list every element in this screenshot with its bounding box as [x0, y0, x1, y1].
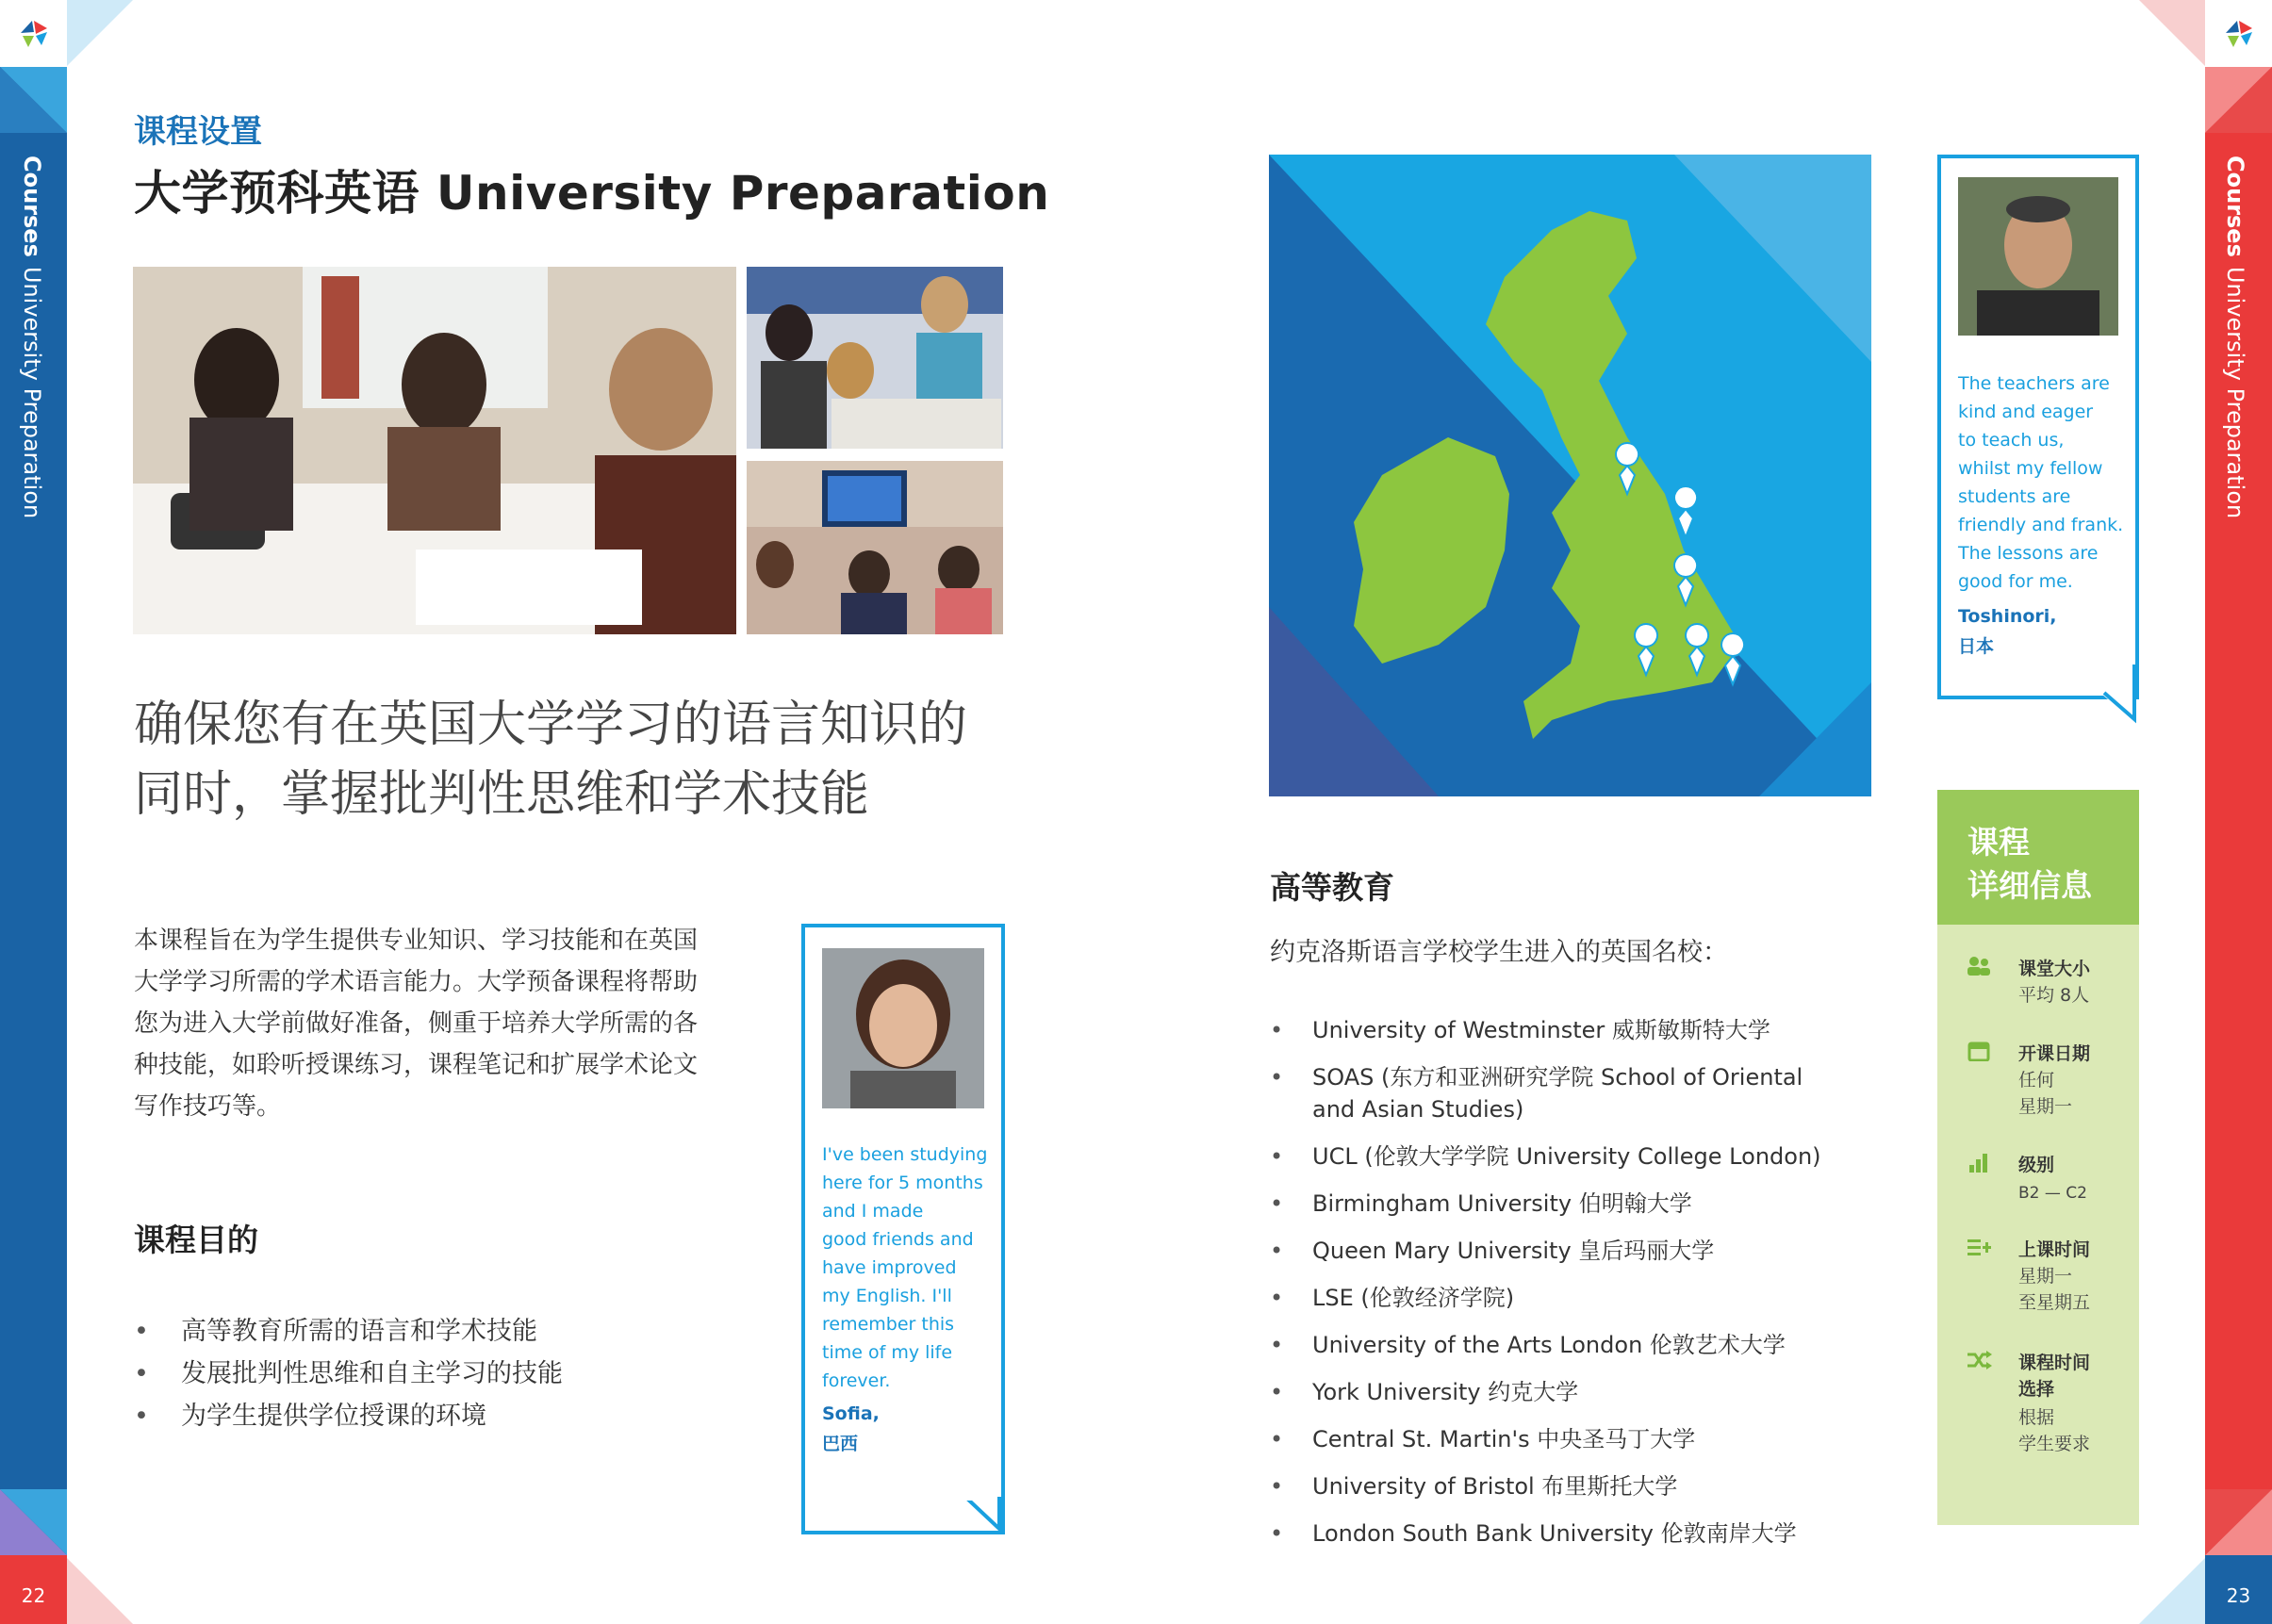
bar-level-icon	[1966, 1152, 1992, 1173]
testimonial-line: to teach us,	[1958, 430, 2065, 451]
start-date-value: 星期一	[2018, 1096, 2073, 1117]
university-name: Queen Mary University 皇后玛丽大学	[1312, 1238, 1715, 1264]
start-date-label: 开课日期	[2018, 1043, 2091, 1064]
bottom-triangle-decor	[67, 1558, 133, 1624]
university-name: University of Westminster 威斯敏斯特大学	[1312, 1017, 1770, 1043]
list-item: • 发展批判性思维和自主学习的技能	[134, 1353, 794, 1395]
calendar-icon	[1966, 1041, 1992, 1061]
avatar	[822, 948, 984, 1108]
university-name: University of Bristol 布里斯托大学	[1312, 1473, 1678, 1500]
university-name: SOAS (东方和亚洲研究学院 School of Oriental	[1312, 1064, 1803, 1091]
testimonial-line: I've been studying	[822, 1144, 988, 1165]
subtitle-line: 同时，掌握批判性思维和学术技能	[134, 766, 870, 823]
objectives-list	[134, 1310, 794, 1437]
schedule-list-icon	[1966, 1237, 1992, 1257]
intro-paragraph	[134, 920, 737, 1127]
classroom-photo-main	[133, 267, 736, 634]
list-item	[1270, 1329, 1911, 1361]
testimonial-name: Toshinori,	[1958, 606, 2057, 627]
list-item	[1270, 1140, 1911, 1173]
testimonial-line: forever.	[822, 1370, 891, 1391]
course-details-header	[1937, 790, 2139, 925]
page-title: 大学预科英语 University Preparation	[134, 166, 1050, 221]
intro-line: 您为进入大学前做好准备，侧重于培养大学所需的各	[134, 1009, 699, 1038]
intro-line: 种技能，如聆听授课练习，课程笔记和扩展学术论文	[134, 1051, 699, 1079]
university-name: University of the Arts London 伦敦艺术大学	[1312, 1332, 1786, 1358]
list-item	[1270, 1376, 1911, 1408]
details-heading: 详细信息	[1967, 867, 2092, 904]
schedule-value: 星期一	[2018, 1266, 2073, 1287]
university-name: Central St. Martin's 中央圣马丁大学	[1312, 1426, 1696, 1452]
section-kicker: 课程设置	[134, 113, 262, 151]
right-vertical-label: CoursesUniversity Preparation	[2222, 156, 2248, 519]
list-item	[1270, 1235, 1911, 1267]
speech-tail-decor	[965, 1497, 1005, 1534]
top-triangle-decor	[67, 0, 133, 66]
testimonial-line: friendly and frank.	[1958, 515, 2124, 535]
list-item	[1270, 1282, 1911, 1314]
duration-label: 课程时间	[2018, 1353, 2091, 1373]
classroom-photo-bottom-right	[747, 461, 1003, 634]
testimonial-box-sofia	[801, 924, 1005, 1534]
testimonial-text	[822, 1140, 1001, 1459]
university-name: UCL (伦敦大学学院 University College London)	[1312, 1143, 1821, 1170]
logo-corner	[2205, 0, 2272, 67]
details-heading: 课程	[1967, 824, 2030, 861]
university-list	[1270, 1014, 1911, 1565]
left-vertical-label: CoursesUniversity Preparation	[19, 156, 45, 519]
list-item	[1270, 1014, 1911, 1046]
page-number-left: 22	[21, 1584, 46, 1607]
subtitle-line: 确保您有在英国大学学习的语言知识的	[134, 697, 968, 753]
intro-line: 本课程旨在为学生提供专业知识、学习技能和在英国	[134, 927, 699, 955]
testimonial-line: good for me.	[1958, 571, 2073, 592]
logo-icon	[2205, 0, 2272, 67]
testimonial-line: here for 5 months	[822, 1173, 983, 1193]
right-side-strip	[2205, 0, 2272, 1624]
top-triangle-decor	[2139, 0, 2205, 66]
testimonial-line: students are	[1958, 486, 2071, 507]
objectives-heading: 课程目的	[134, 1222, 258, 1258]
testimonial-line: kind and eager	[1958, 402, 2094, 422]
level-label: 级别	[2018, 1155, 2055, 1175]
intro-line: 写作技巧等。	[134, 1092, 282, 1121]
duration-value: 学生要求	[2018, 1434, 2091, 1454]
duration-label: 选择	[2018, 1379, 2055, 1400]
university-name: London South Bank University 伦敦南岸大学	[1312, 1520, 1797, 1547]
testimonial-line: good friends and	[822, 1229, 974, 1250]
testimonial-line: and I made	[822, 1201, 924, 1222]
list-item	[1270, 1061, 1911, 1125]
class-size-value: 平均 8人	[2018, 985, 2090, 1006]
testimonial-box-toshinori	[1937, 155, 2139, 699]
corner-triangle-decor	[2205, 67, 2272, 133]
testimonial-line: remember this	[822, 1314, 955, 1335]
page-number-right: 23	[2226, 1584, 2251, 1607]
page-subtitle	[134, 690, 1029, 829]
list-item: • 为学生提供学位授课的环境	[134, 1395, 794, 1437]
testimonial-line: The teachers are	[1958, 373, 2110, 394]
university-name: York University 约克大学	[1312, 1379, 1579, 1405]
list-item	[1270, 1470, 1911, 1502]
list-item	[1270, 1188, 1911, 1220]
logo-icon	[0, 0, 67, 67]
testimonial-country: 巴西	[822, 1434, 859, 1454]
shuffle-icon	[1966, 1350, 1992, 1370]
list-item: • 高等教育所需的语言和学术技能	[134, 1310, 794, 1353]
avatar	[1958, 177, 2118, 336]
corner-triangle-decor	[0, 1489, 67, 1555]
testimonial-line: have improved	[822, 1257, 957, 1278]
speech-tail-decor	[2100, 661, 2140, 725]
list-item	[1270, 1517, 1911, 1550]
schedule-label: 上课时间	[2018, 1239, 2091, 1260]
course-details-panel	[1937, 790, 2139, 1525]
university-name: Birmingham University 伯明翰大学	[1312, 1190, 1692, 1217]
schedule-value: 至星期五	[2018, 1292, 2091, 1313]
class-size-label: 课堂大小	[2018, 959, 2091, 979]
university-name: LSE (伦敦经济学院)	[1312, 1285, 1515, 1311]
list-item	[1270, 1423, 1911, 1455]
testimonial-country: 日本	[1958, 636, 1995, 657]
university-name: and Asian Studies)	[1312, 1096, 1524, 1123]
testimonial-line: my English. I'll	[822, 1286, 952, 1306]
classroom-photo-top-right	[747, 267, 1003, 449]
start-date-value: 任何	[2018, 1070, 2055, 1091]
testimonial-text	[1958, 369, 2137, 662]
bottom-triangle-decor	[2139, 1558, 2205, 1624]
corner-triangle-decor	[0, 67, 67, 133]
higher-ed-heading: 高等教育	[1270, 869, 1394, 906]
logo-corner	[0, 0, 67, 67]
left-side-strip	[0, 0, 67, 1624]
uk-map	[1269, 155, 1871, 796]
corner-triangle-decor	[2205, 1489, 2272, 1555]
testimonial-line: whilst my fellow	[1958, 458, 2103, 479]
testimonial-name: Sofia,	[822, 1403, 880, 1424]
higher-ed-intro: 约克洛斯语言学校学生进入的英国名校：	[1270, 938, 1728, 967]
testimonial-line: The lessons are	[1958, 543, 2099, 564]
people-icon	[1966, 956, 1992, 976]
testimonial-line: time of my life	[822, 1342, 953, 1363]
intro-line: 大学学习所需的学术语言能力。大学预备课程将帮助	[134, 968, 699, 996]
level-value: B2 — C2	[2018, 1184, 2087, 1203]
duration-value: 根据	[2018, 1407, 2055, 1428]
